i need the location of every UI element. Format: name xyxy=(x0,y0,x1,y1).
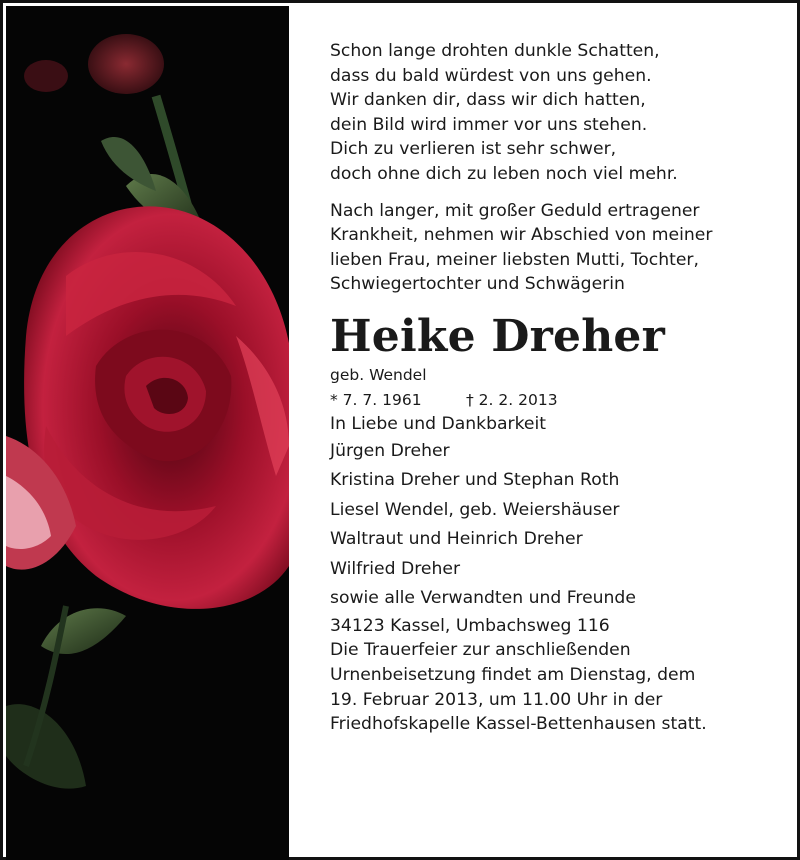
mourner-name: Jürgen Dreher xyxy=(330,440,450,461)
rose-illustration xyxy=(6,6,289,860)
mourners-heading: In Liebe und Dankbarkeit xyxy=(330,414,547,435)
mourner-name: Wilfried Dreher xyxy=(330,558,461,579)
intro-line: Krankheit, nehmen wir Abschied von meiner xyxy=(330,225,713,246)
intro-line: Schwiegertochter und Schwägerin xyxy=(330,274,625,295)
funeral-line: 19. Februar 2013, um 11.00 Uhr in der xyxy=(330,689,663,710)
poem-line: Dich zu verlieren ist sehr schwer, xyxy=(330,139,617,160)
life-dates xyxy=(330,388,770,413)
poem-line: Schon lange drohten dunkle Schatten, xyxy=(330,41,660,61)
mourner-name: Liesel Wendel, geb. Weiershäuser xyxy=(330,499,620,520)
mourner-name: Waltraut und Heinrich Dreher xyxy=(330,529,583,550)
intro-line: Nach langer, mit großer Geduld ertragener xyxy=(330,200,700,221)
poem-line: doch ohne dich zu leben noch viel mehr. xyxy=(330,163,678,184)
death-date: † 2. 2. 2013 xyxy=(466,390,558,409)
poem-line: Wir danken dir, dass wir dich hatten, xyxy=(330,90,646,111)
funeral-line: Die Trauerfeier zur anschließenden xyxy=(330,640,631,661)
rose-photo xyxy=(6,6,289,860)
address: 34123 Kassel, Umbachsweg 116 xyxy=(330,615,610,636)
birth-date: * 7. 7. 1961 xyxy=(330,390,422,409)
funeral-info xyxy=(330,638,770,736)
mourner-name: sowie alle Verwandten und Freunde xyxy=(330,588,636,609)
mourner-name: Kristina Dreher und Stephan Roth xyxy=(330,470,620,491)
poem-line: dein Bild wird immer vor uns stehen. xyxy=(330,114,648,135)
poem-line: dass du bald würdest von uns gehen. xyxy=(330,65,652,86)
deceased-name: Heike Dreher xyxy=(330,310,665,362)
poem xyxy=(330,39,770,187)
funeral-line: Friedhofskapelle Kassel-Bettenhausen statt. xyxy=(330,714,707,735)
mourners-list xyxy=(330,437,770,614)
rose-bud-shape xyxy=(88,34,164,94)
intro-text xyxy=(330,199,770,297)
obituary-text xyxy=(330,39,770,737)
maiden-name: geb. Wendel xyxy=(330,365,427,384)
intro-line: lieben Frau, meiner liebsten Mutti, Tochter, xyxy=(330,249,699,270)
funeral-line: Urnenbeisetzung findet am Dienstag, dem xyxy=(330,664,696,685)
